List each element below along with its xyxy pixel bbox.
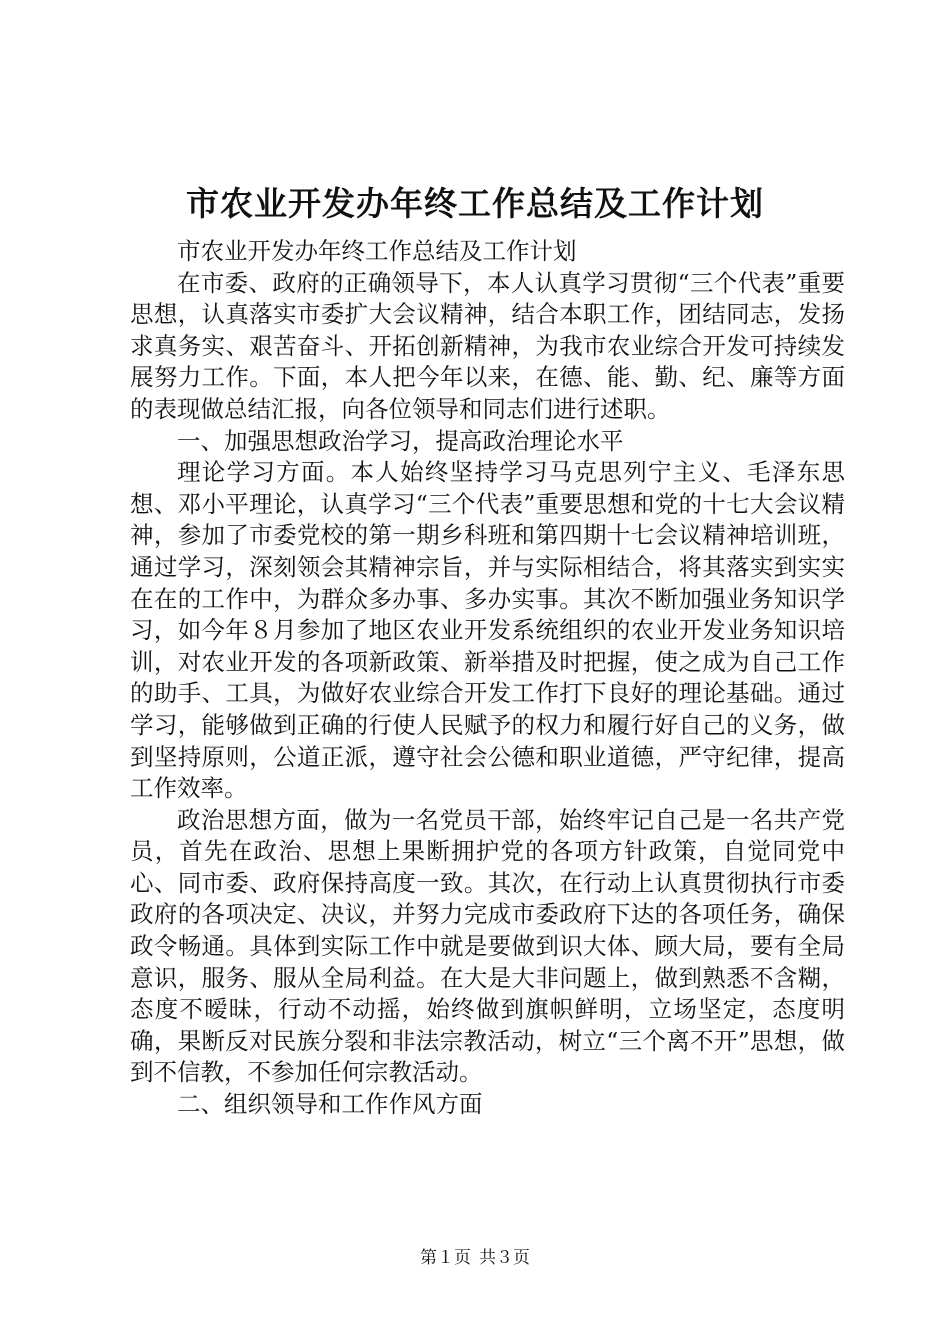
section-heading-1: 一、加强思想政治学习，提高政治理论水平 xyxy=(177,426,624,455)
page-total: 共３页 xyxy=(479,1248,530,1268)
paragraph-subtitle: 市农业开发办年终工作总结及工作计划 xyxy=(177,237,577,265)
section-heading-2: 二、组织领导和工作作风方面 xyxy=(177,1090,483,1119)
document-body xyxy=(130,236,845,1121)
paragraph-intro: 在市委、政府的正确领导下，本人认真学习贯彻“三个代表”重要思想，认真落实市委扩大会议精神，结合本职工作，团结同志，发扬求真务实、艰苦奋斗、开拓创新精神，为我市农业综合开发可持续发展努力工作。下面，本人把今年以来，在德、能、勤、纪、廉等方面的表现做总结汇报，向各位领导和同志们进行述职。 xyxy=(130,268,845,423)
document-title: 市农业开发办年终工作总结及工作计划 xyxy=(186,184,764,223)
paragraph-theory-study: 理论学习方面。本人始终坚持学习马克思列宁主义、毛泽东思想、邓小平理论，认真学习“三个代表”重要思想和党的十七大会议精神，参加了市委党校的第一期乡科班和第四期十七会议精神培训班，通过学习，深刻领会其精神宗旨，并与实际相结合，将其落实到实实在在的工作中，为群众多办事、多办实事。其次不断加强业务知识学习，如今年８月参加了地区农业开发系统组织的农业开发业务知识培训，对农业开发的各项新政策、新举措及时把握，使之成为自己工作的助手、工具，为做好农业综合开发工作打下良好的理论基础。通过学习，能够做到正确的行使人民赋予的权力和履行好自己的义务，做到坚持原则，公道正派，遵守社会公德和职业道德，严守纪律，提高工作效率。 xyxy=(130,458,845,803)
page-number: 第１页 xyxy=(420,1248,471,1268)
paragraph-political-thought: 政治思想方面，做为一名党员干部，始终牢记自己是一名共产党员，首先在政治、思想上果断拥护党的各项方针政策，自觉同党中心、同市委、政府保持高度一致。其次，在行动上认真贯彻执行市委政府的各项决定、决议，并努力完成市委政府下达的各项任务，确保政令畅通。具体到实际工作中就是要做到识大体、顾大局，要有全局意识，服务、服从全局利益。在大是大非问题上，做到熟悉不含糊，态度不暧昧，行动不动摇，始终做到旗帜鲜明，立场坚定，态度明确，果断反对民族分裂和非法宗教活动，树立“三个离不开”思想，做到不信教，不参加任何宗教活动。 xyxy=(130,805,845,1087)
page-footer xyxy=(0,1247,950,1269)
